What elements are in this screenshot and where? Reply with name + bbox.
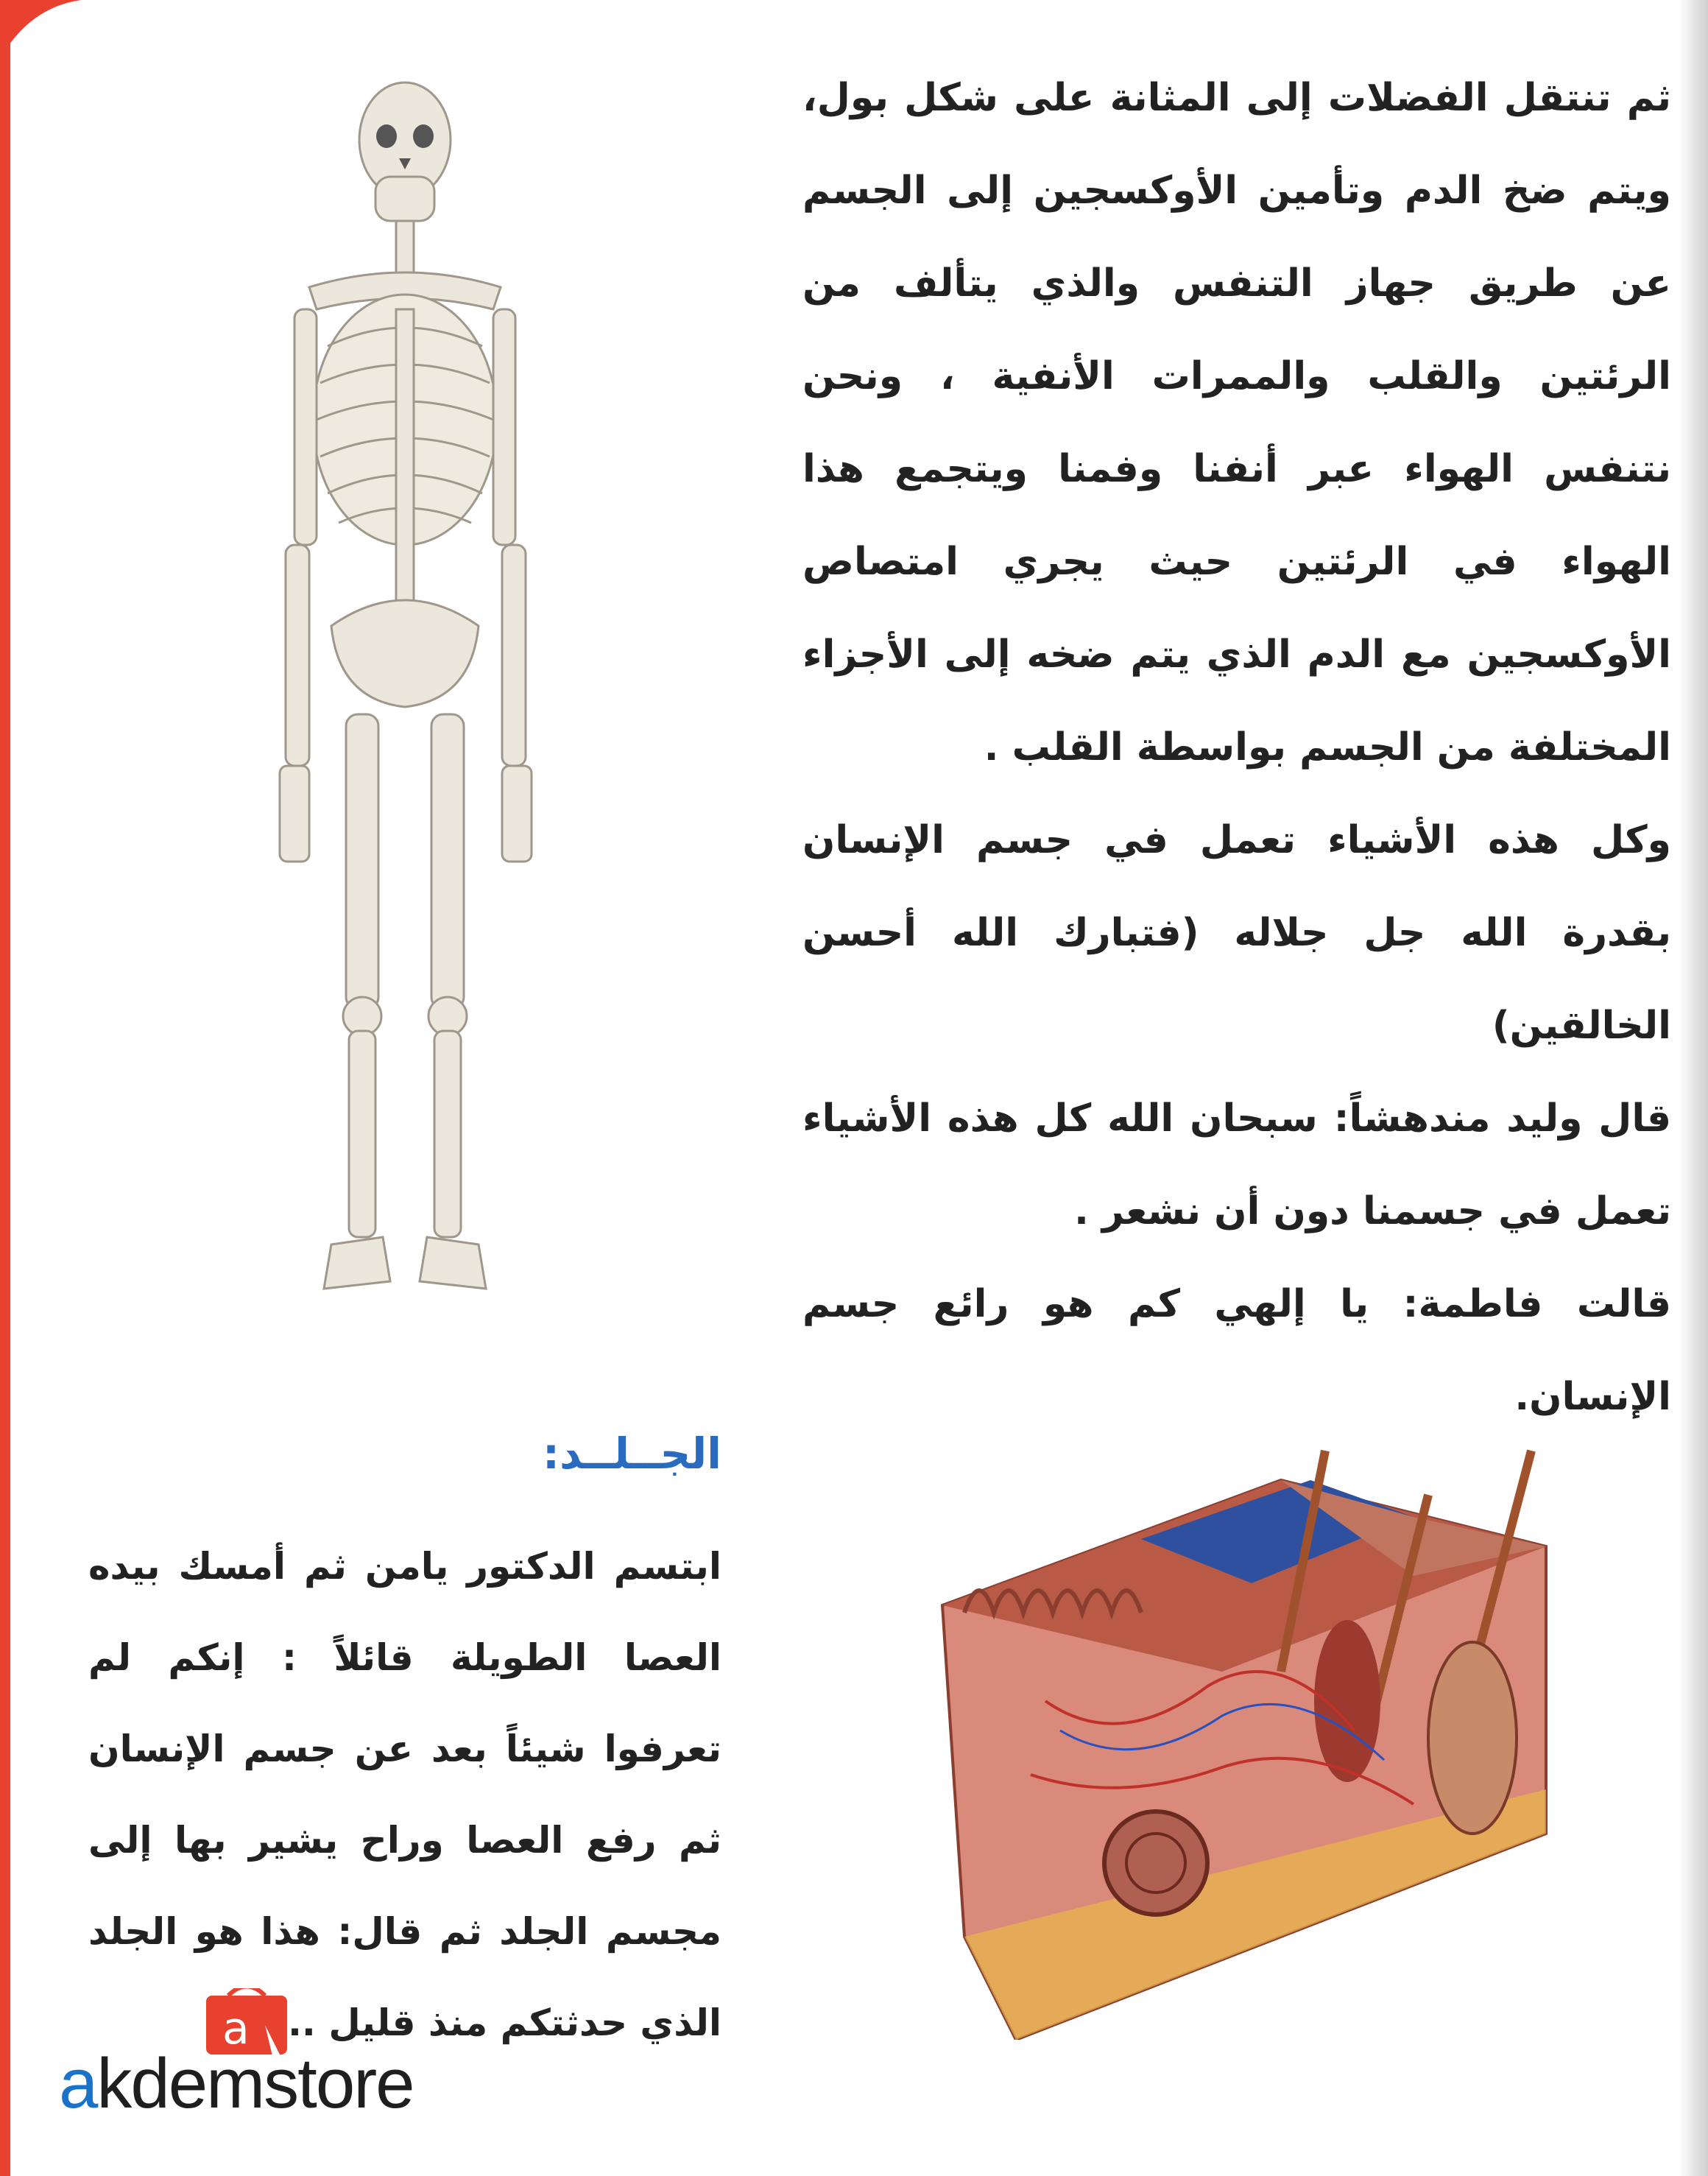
page-edge-red [0, 0, 10, 2176]
body-text-skin [88, 1521, 721, 2068]
body-text-top [802, 52, 1671, 1443]
skeleton-illustration [199, 66, 611, 1303]
watermark-logo [59, 2043, 414, 2124]
watermark-badge-letter: a [222, 2003, 250, 2054]
watermark-logo-rest: kdemstore [96, 2044, 414, 2123]
section-title-skin: الجــلــد: [542, 1429, 721, 1479]
watermark-logo-a: a [59, 2044, 97, 2123]
corner-decoration [0, 0, 88, 88]
paragraph-walid: قال وليد مندهشاً: سبحان الله كل هذه الأشياء تعمل في جسمنا دون أن نشعر . [802, 1096, 1671, 1233]
paragraph-skin: ابتسم الدكتور يامن ثم أمسك بيده العصا الطويلة قائلاً : إنكم لم تعرفوا شيئاً بعد عن جسم الإنسان ثم رفع العصا وراح يشير بها إلى مجسم الجلد ثم قال: هذا هو الجلد الذي حدثتكم منذ قليل .. [88, 1545, 721, 2044]
paragraph-god: وكل هذه الأشياء تعمل في جسم الإنسان بقدرة الله جل جلاله (فتبارك الله أحسن الخالقين) [802, 818, 1671, 1048]
skin-cross-section-illustration [898, 1421, 1575, 2040]
paragraph-respiration: ثم تنتقل الفضلات إلى المثانة على شكل بول، ويتم ضخ الدم وتأمين الأوكسجين إلى الجسم عن طريق جهاز التنفس والذي يتألف من الرئتين والقلب والممرات الأنفية ، ونحن نتنفس الهواء عبر أنفنا وفمنا ويتجمع هذا الهواء في الرئتين حيث يجري امتصاص الأوكسجين مع الدم الذي يتم ضخه إلى الأجزاء المختلفة من الجسم بواسطة القلب . [802, 76, 1671, 770]
paragraph-fatima: قالت فاطمة: يا إلهي كم هو رائع جسم الإنسان. [802, 1282, 1671, 1419]
book-gutter-shadow [1679, 0, 1708, 2176]
